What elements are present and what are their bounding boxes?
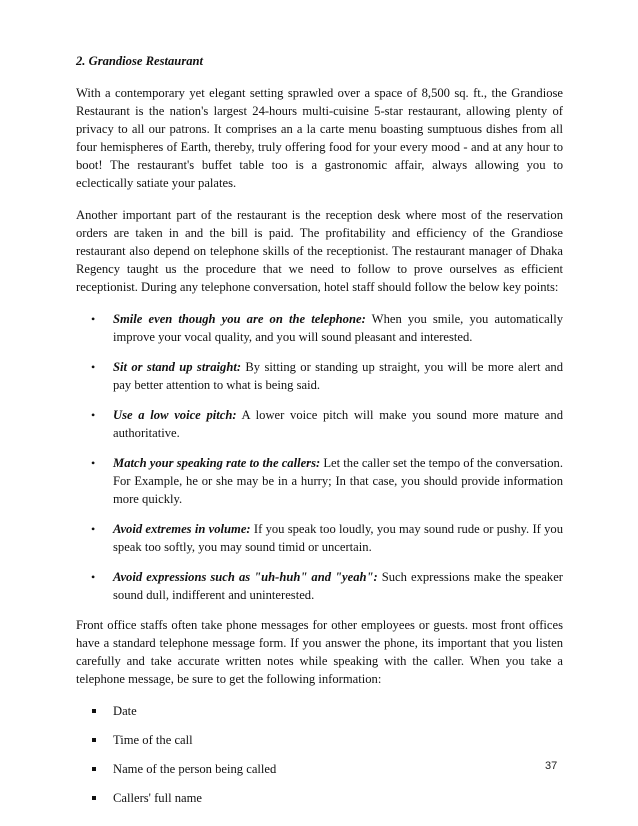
bullet-icon: • <box>91 312 96 326</box>
list-item <box>76 358 563 394</box>
key-point-term: Avoid extremes in volume: <box>113 522 251 536</box>
key-point-text: By sitting or standing up straight, you will be more alert and pay better attention to what is being said. <box>113 360 564 392</box>
list-item <box>76 406 563 442</box>
bullet-icon: • <box>91 408 96 422</box>
bullet-icon: • <box>91 570 96 584</box>
key-point-term: Sit or stand up straight: <box>113 360 242 374</box>
document-page <box>76 52 563 818</box>
list-item <box>76 568 563 604</box>
intro-paragraph: With a contemporary yet elegant setting sprawled over a space of 8,500 sq. ft., the Grandiose Restaurant is the nation's largest 24-hours multi-cuisine 5-star restaurant, allowing plenty of privacy to all our patrons. It comprises an a la carte menu boasting sumptuous dishes from all four hemispheres of Earth, thereby, truly offering food for your every mood - and at any hour to boot! The restaurant's buffet table too is a gastronomic affair, always allowing you to eclectically satiate your palates. <box>76 86 563 190</box>
key-point-term: Smile even though you are on the telephone: <box>113 312 366 326</box>
bullet-icon: • <box>91 456 96 470</box>
key-point-text: If you speak too loudly, you may sound rude or pushy. If you speak too softly, you may sound timid or uncertain. <box>113 522 564 554</box>
key-point-text: When you smile, you automatically improve your vocal quality, and you will sound pleasant and interested. <box>113 312 563 344</box>
list-item <box>76 702 563 720</box>
list-item <box>76 789 563 807</box>
bullet-icon: • <box>91 522 96 536</box>
message-item-label: Date <box>113 704 137 718</box>
list-item <box>76 760 563 778</box>
key-point-term: Avoid expressions such as "uh-huh" and "yeah": <box>113 570 378 584</box>
list-item <box>76 454 563 508</box>
key-points-list <box>76 310 563 604</box>
square-bullet-icon <box>92 738 96 742</box>
square-bullet-icon <box>92 796 96 800</box>
section-heading: 2. Grandiose Restaurant <box>76 54 204 68</box>
list-item <box>76 520 563 556</box>
key-point-text: Such expressions make the speaker sound dull, indifferent and uninterested. <box>113 570 563 602</box>
reception-paragraph: Another important part of the restaurant is the reception desk where most of the reservation orders are taken in and the bill is paid. The profitability and efficiency of the Grandiose restaurant also depend on telephone skills of the receptionist. The restaurant manager of Dhaka Regency taught us the procedure that we need to follow to prove ourselves as efficient receptionist. During any telephone conversation, hotel staff should follow the below key points: <box>76 208 563 294</box>
page-number: 37 <box>545 760 558 772</box>
bullet-icon: • <box>91 360 96 374</box>
key-point-text: A lower voice pitch will make you sound more mature and authoritative. <box>113 408 563 440</box>
list-item <box>76 731 563 749</box>
key-point-text: Let the caller set the tempo of the conversation. For Example, he or she may be in a hurry; In that case, you should provide information more quickly. <box>113 456 563 506</box>
square-bullet-icon <box>92 767 96 771</box>
key-point-term: Use a low voice pitch: <box>113 408 237 422</box>
message-item-label: Callers' full name <box>113 791 202 805</box>
message-item-label: Name of the person being called <box>113 762 277 776</box>
square-bullet-icon <box>92 709 96 713</box>
message-items-list <box>76 702 563 807</box>
message-item-label: Time of the call <box>113 733 193 747</box>
list-item <box>76 310 563 346</box>
key-point-term: Match your speaking rate to the callers: <box>113 456 321 470</box>
message-paragraph: Front office staffs often take phone messages for other employees or guests. most front offices have a standard telephone message form. If you answer the phone, its important that you listen carefully and take accurate written notes while speaking with the caller. When you take a telephone message, be sure to get the following information: <box>76 618 563 686</box>
